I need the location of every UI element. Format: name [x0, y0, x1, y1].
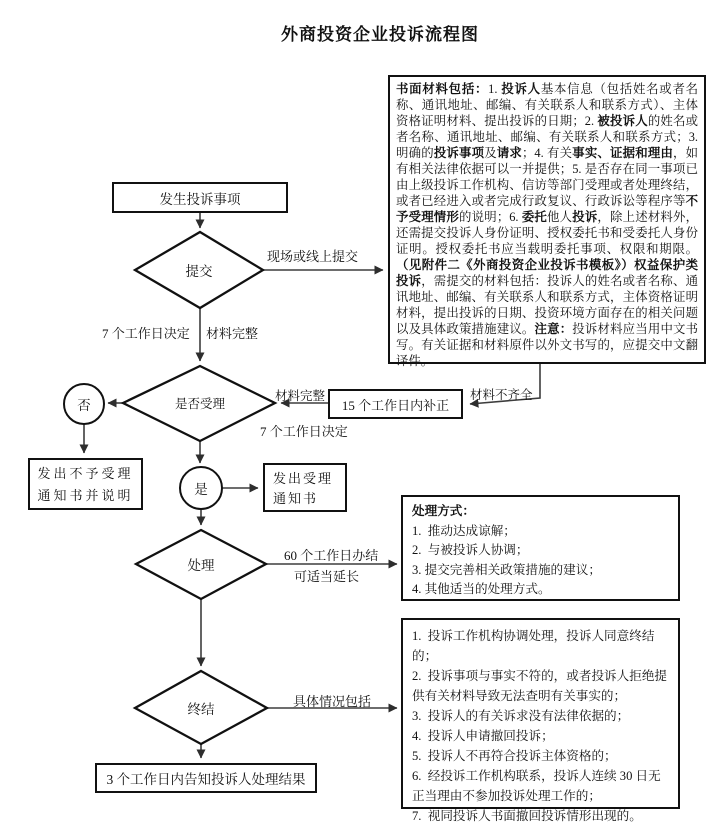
termination-case-item: 2. 投诉事项与事实不符的，或者投诉人拒绝提供有关材料导致无法查明有关事实的； — [412, 669, 668, 703]
page-title: 外商投资企业投诉流程图 — [281, 25, 479, 44]
rejection-notice-box — [28, 458, 143, 510]
rejection-notice-line2: 通知书并说明 — [37, 488, 134, 503]
termination-case-item: 1. 投诉工作机构协调处理，投诉人同意终结的； — [412, 629, 655, 663]
onsite-submit-label: 现场或线上提交 — [267, 249, 359, 264]
submit-diamond-label: 提交 — [185, 264, 213, 279]
result-notice-label: 3 个工作日内告知投诉人处理结果 — [106, 772, 306, 787]
acceptance-notice-line1: 发出受理 — [273, 471, 334, 486]
handling-methods-title: 处理方式： — [412, 504, 475, 518]
decide7-second-label: 7 个工作日决定 — [260, 424, 348, 439]
handling-method-item: 3. 提交完善相关政策措施的建议； — [412, 562, 601, 577]
materials-requirements-box — [388, 75, 706, 368]
termination-case-item: 4. 投诉人申请撤回投诉； — [412, 729, 554, 743]
correction-label: 15 个工作日内补正 — [341, 397, 450, 413]
acceptance-notice-box — [263, 463, 347, 512]
incomplete-label: 材料不齐全 — [470, 388, 533, 402]
start-event-label: 发生投诉事项 — [159, 191, 241, 207]
handling-method-item: 4. 其他适当的处理方式。 — [412, 582, 551, 596]
handling-method-item: 2. 与被投诉人协调； — [412, 543, 529, 557]
complete-first-label: 材料完整 — [206, 326, 259, 341]
termination-case-item: 7. 视同投诉人书面撤回投诉情形出现的。 — [412, 809, 642, 823]
days60-label: 60 个工作日办结 — [284, 548, 379, 563]
complete-second-label: 材料完整 — [275, 389, 326, 403]
extend-label: 可适当延长 — [294, 569, 360, 584]
result-notice-box — [95, 763, 317, 793]
process-diamond-label: 处理 — [187, 558, 215, 573]
yes-circle-label: 是 — [194, 482, 208, 497]
handling-method-item: 1. 推动达成谅解； — [412, 523, 516, 538]
start-event-box — [112, 182, 288, 213]
handling-methods-box — [401, 495, 680, 601]
termination-case-item: 5. 投诉人不再符合投诉主体资格的； — [412, 749, 617, 763]
no-circle-label: 否 — [77, 398, 91, 413]
accept-diamond-label: 是否受理 — [174, 397, 226, 411]
rejection-notice-line1: 发出不予受理 — [37, 466, 134, 481]
decide7-first-label: 7 个工作日决定 — [102, 326, 190, 341]
termination-case-item: 3. 投诉人的有关诉求没有法律依据的； — [412, 709, 630, 723]
termination-case-item: 6. 经投诉工作机构联系，投诉人连续 30 日无正当理由不参加投诉处理工作的； — [412, 769, 661, 803]
correction-box — [328, 389, 463, 419]
cases-label: 具体情况包括 — [293, 694, 372, 709]
termination-cases-box — [401, 618, 680, 823]
acceptance-notice-line2: 通知书 — [273, 491, 319, 506]
materials-requirements-text: 书面材料包括：1. 投诉人基本信息（包括姓名或者名称、通讯地址、邮编、有关联系人和联系方式）、主体资格证明材料、提出投诉的日期；2. 被投诉人的姓名或者名称、通讯地址、邮编、有关联系人和联系方式；3. 明确的投诉事项及请求；4. 有关事实、证据和理由，如有相关法律依据可以一并提供；5. 是否存在同一事项已由上级投诉工作机构、信访等部门受理或者处理终结，或者已经进入或者完成行政复议、行政诉讼等程序等不予受理情形的说明；6. 委托他人投诉，除上述材料外，还需提交投诉人身份证明、授权委托书和受委托人身份证明。授权委托书应当载明委托事项、权限和期限。（见附件二《外商投资企业投诉书模板》）权益保护类投诉，需提交的材料包括：投诉人的姓名或者名称、通讯地址、邮编、有关联系人和联系方式，主体资格证明材料，提出投诉的日期、投资环境方面存在的相关问题以及具体政策措施建议。注意：投诉材料应当用中文书写。有关证据和材料原件以外文书写的，应提交中文翻译件。 — [396, 82, 699, 368]
terminate-diamond-label: 终结 — [187, 702, 215, 717]
